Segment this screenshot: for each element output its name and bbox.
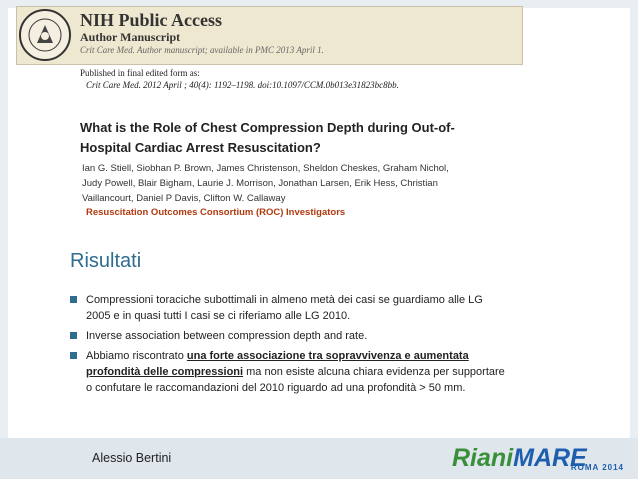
bullet-3-emphasis-2: profondità delle compressioni bbox=[86, 366, 244, 378]
publication-citation: Crit Care Med. 2012 April ; 40(4): 1192–1198. doi:10.1097/CCM.0b013e31823bc8bb. bbox=[86, 80, 399, 90]
bullet-item bbox=[70, 292, 580, 324]
square-bullet-icon bbox=[70, 352, 77, 359]
consortium-name: Resuscitation Outcomes Consortium (ROC) Investigators bbox=[86, 207, 346, 218]
nih-title: NIH Public Access bbox=[80, 10, 222, 30]
publication-label: Published in final edited form as: bbox=[80, 68, 200, 78]
bullet-item bbox=[70, 348, 580, 396]
bullet-3-emphasis-1: una forte associazione tra sopravvivenza e aumentata bbox=[186, 350, 469, 362]
logo-part-rian: Riani bbox=[452, 444, 514, 472]
presenter-name: Alessio Bertini bbox=[92, 451, 172, 465]
article-title-line2: Hospital Cardiac Arrest Resuscitation? bbox=[80, 140, 321, 155]
results-bullet-list bbox=[70, 292, 580, 400]
bullet-3-intro: Abbiamo riscontrato bbox=[86, 350, 187, 362]
authors-line1: Ian G. Stiell, Siobhan P. Brown, James Christenson, Sheldon Cheskes, Graham Nichol, bbox=[82, 163, 449, 174]
nih-seal-logo bbox=[18, 8, 72, 62]
rianimare-logo bbox=[452, 443, 628, 475]
bullet-3-continuation: ma non esiste alcuna chiara evidenza per supportare bbox=[243, 366, 505, 378]
bullet-1-line1: Compressioni toraciche subottimali in almeno metà dei casi se guardiamo alle LG bbox=[86, 294, 483, 306]
square-bullet-icon bbox=[70, 332, 77, 339]
logo-subtitle: ROMA 2014 bbox=[570, 463, 624, 472]
bullet-1-line2: 2005 e in quasi tutti I casi se ci riferiamo alle LG 2010. bbox=[86, 310, 351, 322]
article-title bbox=[80, 118, 540, 158]
slide-frame-right bbox=[630, 0, 638, 479]
square-bullet-icon bbox=[70, 296, 77, 303]
bullet-item bbox=[70, 328, 580, 344]
bullet-3-line1 bbox=[86, 348, 580, 364]
bullet-2-line1: Inverse association between compression depth and rate. bbox=[86, 330, 368, 342]
authors-line3: Vaillancourt, Daniel P Davis, Clifton W. Callaway bbox=[82, 193, 286, 204]
author-list bbox=[82, 161, 542, 206]
logo-part-mare: MARE bbox=[513, 444, 587, 472]
nih-availability: Crit Care Med. Author manuscript; available in PMC 2013 April 1. bbox=[80, 45, 324, 55]
bullet-3-line3: o confutare le raccomandazioni del 2010 riguardo ad una profondità > 50 mm. bbox=[86, 382, 466, 394]
bullet-3-line2 bbox=[86, 364, 580, 380]
nih-subtitle: Author Manuscript bbox=[80, 30, 181, 44]
slide-frame-left bbox=[0, 0, 8, 479]
authors-line2: Judy Powell, Blair Bigham, Laurie J. Morrison, Jonathan Larsen, Erik Hess, Christian bbox=[82, 178, 438, 189]
logo-wordmark bbox=[452, 443, 587, 473]
article-title-line1: What is the Role of Chest Compression Depth during Out-of- bbox=[80, 120, 455, 135]
section-title: Risultati bbox=[70, 250, 142, 272]
